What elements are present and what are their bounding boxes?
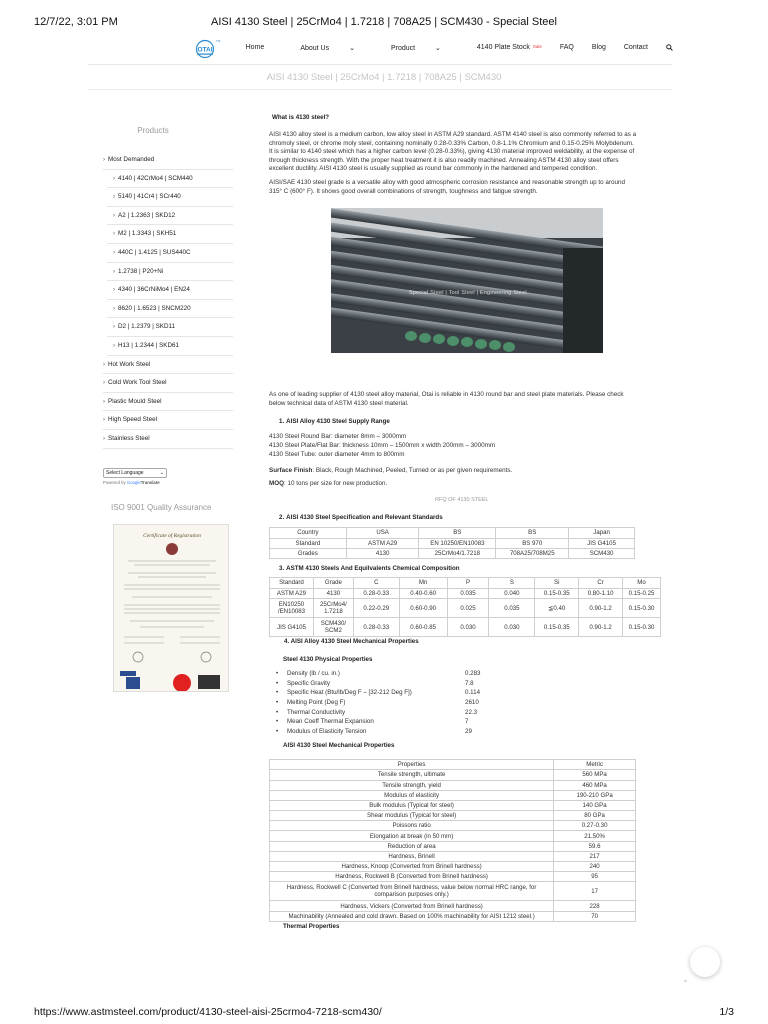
supply-tube: 4130 Steel Tube: outer diameter 4mm to 800mm — [269, 450, 405, 458]
chevron-right-icon: › — [113, 194, 115, 201]
table-cell: 25CrMo4/ 1.7218 — [313, 599, 353, 618]
property-label: Density (lb / cu. in.) — [287, 670, 340, 678]
table-cell: 0.60-0.85 — [399, 618, 447, 637]
list-item — [269, 718, 637, 728]
table-cell: 217 — [554, 851, 636, 861]
nav-contact[interactable]: Contact — [623, 44, 648, 51]
table-row — [270, 872, 636, 882]
heading-divider — [88, 89, 672, 90]
google-logo: Google — [126, 479, 141, 485]
iso-certificate-image — [113, 524, 229, 692]
table-cell: EN10250 /EN10083 — [270, 599, 314, 618]
rfq-link[interactable]: RFQ OF 4130 STEEL — [435, 497, 489, 504]
property-value: 22.3 — [465, 708, 478, 716]
moq-label: MOQ — [269, 479, 285, 487]
sidebar-item-label: M2 | 1.3343 | SKH51 — [118, 230, 177, 238]
chevron-right-icon: › — [103, 435, 105, 442]
table-cell: 0.60-0.90 — [399, 599, 447, 618]
language-select[interactable] — [103, 468, 167, 478]
property-value: 2610 — [465, 698, 479, 706]
table-cell: 0.40-0.60 — [399, 588, 447, 599]
table-row — [270, 538, 635, 548]
main-menu — [228, 44, 673, 53]
table-row — [270, 821, 636, 831]
table-header-cell: Mn — [399, 578, 447, 589]
print-date: 12/7/22, 3:01 PM — [34, 16, 118, 28]
site-navbar — [90, 38, 673, 60]
specification-table — [269, 527, 635, 559]
section-number: 3. — [279, 565, 285, 573]
sidebar-item[interactable] — [107, 318, 233, 337]
moq-value: : 10 tons per size for new production. — [284, 479, 388, 487]
nav-4140-plate-stock[interactable] — [459, 44, 542, 53]
table-cell: Country — [270, 528, 347, 538]
table-header-cell: Mo — [623, 578, 661, 589]
table-cell: ≦0.40 — [535, 599, 579, 618]
table-cell: ASTM A29 — [346, 538, 419, 548]
physical-properties-list — [269, 670, 637, 737]
table-cell: 708A25/708M25 — [496, 548, 569, 558]
sidebar-item-label: 5140 | 41Cr4 | SCr440 — [118, 193, 181, 201]
chemical-title: ASTM 4130 Steels And Equilvalents Chemical Composition — [286, 565, 460, 573]
chevron-right-icon: › — [103, 380, 105, 387]
cert-title: Certificate of Registration — [143, 532, 201, 539]
table-cell: 0.15-0.30 — [623, 618, 661, 637]
chevron-right-icon: › — [113, 342, 115, 349]
sidebar-item[interactable] — [103, 393, 233, 412]
chevron-right-icon: › — [103, 398, 105, 405]
table-row — [270, 599, 661, 618]
table-cell: 0.22-0.29 — [353, 599, 399, 618]
table-cell: USA — [346, 528, 419, 538]
table-cell: BS — [496, 528, 569, 538]
table-header-cell: Si — [535, 578, 579, 589]
sidebar-item-label: 440C | 1.4125 | SUS440C — [118, 248, 191, 256]
sidebar-item[interactable] — [107, 244, 233, 263]
table-cell: 70 — [554, 911, 636, 921]
table-cell: Poissons ratio — [270, 821, 554, 831]
sidebar-item[interactable] — [103, 151, 233, 170]
table-cell: Hardness, Knoop (Converted from Brinell hardness) — [270, 862, 554, 872]
sidebar-item-label: 4140 | 42CrMo4 | SCM440 — [118, 174, 193, 182]
property-label: Modulus of Elasticity Tension — [287, 727, 367, 735]
chevron-right-icon: › — [103, 157, 105, 163]
supply-plate: 4130 Steel Plate/Flat Bar: thickness 10mm – 1500mm x width 200mm – 3000mm — [269, 441, 496, 449]
intro-paragraph: AISI 4130 alloy steel is a medium carbon, low alloy steel in ASTM A29 standard. ASTM 4140 steel is also commonly referred to as a chromoly steel, or chrome moly steel, containing nominally 0.28-0.33% Carbon, 0.8-1.1% Chromium and 0.15-0.25% Molybdenum. It is similar to 4140 steel which has a higher carbon level (0.28-0.33%), giving 4130 material improved weldability, at the expense of through thickness strength. With the proper heat treatment it is also readily machined. Annealing ASTM 4130 alloy steel offers excellent ductility. AISI 4130 steel is usually supplied as round bar commonly in the hardened and tempered condition. — [269, 131, 637, 173]
chevron-down-icon: ⌄ — [349, 45, 355, 52]
sidebar-item[interactable] — [103, 411, 233, 430]
supply-range-title: AISI Alloy 4130 Steel Supply Range — [286, 418, 390, 426]
table-cell: 0.28-0.33 — [353, 618, 399, 637]
table-header-cell: Grade — [313, 578, 353, 589]
table-row — [270, 851, 636, 861]
table-cell: 240 — [554, 862, 636, 872]
sidebar-item[interactable] — [107, 170, 233, 189]
table-row — [270, 770, 636, 780]
table-cell: Japan — [569, 528, 635, 538]
supply-range-heading — [269, 418, 637, 425]
table-row — [270, 841, 636, 851]
nav-product[interactable] — [373, 44, 441, 53]
sidebar-item-label: 8620 | 1.6523 | SNCM220 — [118, 304, 191, 312]
table-header-cell: Properties — [270, 760, 554, 770]
list-item — [269, 670, 637, 680]
nav-faq[interactable]: FAQ — [559, 44, 574, 51]
table-cell: 0.030 — [447, 618, 489, 637]
supplier-paragraph: As one of leading supplier of 4130 steel alloy material, Otai is reliable in 4130 round bar and steel plate materials. Please check below technical data of ASTM 4130 steel material. — [269, 391, 624, 407]
what-is-heading: What is 4130 steel? — [272, 114, 330, 121]
table-cell: 4130 — [346, 548, 419, 558]
table-row — [270, 588, 661, 599]
table-cell: 0.035 — [447, 588, 489, 599]
table-cell: 0.28-0.33 — [353, 588, 399, 599]
table-cell: 0.15-0.35 — [535, 618, 579, 637]
table-cell: 80 GPa — [554, 811, 636, 821]
chevron-right-icon: › — [113, 305, 115, 312]
table-cell: Grades — [270, 548, 347, 558]
nav-4140-label: 4140 Plate Stock — [476, 44, 530, 51]
property-value: 7 — [465, 718, 469, 726]
language-select-label: Select Language — [106, 469, 144, 476]
supply-round-bar: 4130 Steel Round Bar: diameter 8mm – 3000mm — [269, 433, 407, 441]
section-number: 1. — [279, 418, 285, 426]
table-row — [270, 901, 636, 911]
table-cell: 190-210 GPa — [554, 790, 636, 800]
table-cell: 0.15-0.30 — [623, 599, 661, 618]
sidebar-item[interactable] — [103, 430, 233, 449]
powered-by-text: Powered by — [103, 479, 126, 485]
chevron-right-icon: › — [113, 175, 115, 182]
property-label: Thermal Conductivity — [287, 708, 346, 716]
table-header-cell: P — [447, 578, 489, 589]
sidebar-item-label: Plastic Mould Steel — [108, 397, 162, 405]
chevron-right-icon: › — [113, 231, 115, 238]
sidebar-item[interactable] — [107, 263, 233, 282]
section-number: 2. — [279, 514, 285, 522]
table-cell: Reduction of area — [270, 841, 554, 851]
table-cell: 0.90-1.2 — [579, 618, 623, 637]
table-cell: 0.27-0.30 — [554, 821, 636, 831]
mechanical-properties-table — [269, 759, 636, 921]
main-content — [269, 114, 655, 930]
chevron-right-icon: › — [103, 361, 105, 368]
chevron-right-icon: › — [103, 417, 105, 424]
powered-by-google-translate[interactable] — [103, 480, 233, 485]
table-cell: 0.040 — [489, 588, 535, 599]
table-row — [270, 862, 636, 872]
photo-watermark: Special Steel | Tool Steel | Engineering Steel — [409, 290, 527, 297]
table-cell: 0.90-1.2 — [579, 599, 623, 618]
table-row — [270, 911, 636, 921]
list-item — [269, 709, 637, 719]
list-item — [269, 728, 637, 738]
table-cell: Standard — [270, 538, 347, 548]
print-url: https://www.astmsteel.com/product/4130-steel-aisi-25crmo4-7218-scm430/ — [34, 1006, 382, 1018]
search-icon[interactable] — [666, 44, 673, 53]
table-row — [270, 800, 636, 810]
table-cell: EN 10250/EN10083 — [419, 538, 496, 548]
sidebar-item[interactable] — [107, 281, 233, 300]
table-cell: 140 GPa — [554, 800, 636, 810]
mechanical-properties-heading: AISI 4130 Steel Mechanical Properties — [283, 742, 395, 750]
sidebar-item-label: 4340 | 36CrNiMo4 | EN24 — [118, 286, 190, 294]
table-cell: Elongation at break (in 50 mm) — [270, 831, 554, 841]
site-logo[interactable] — [194, 39, 221, 59]
property-value: 0.114 — [465, 689, 481, 697]
table-cell: BS — [419, 528, 496, 538]
list-item — [269, 699, 637, 709]
table-header-row — [270, 578, 661, 589]
sidebar-item[interactable] — [107, 207, 233, 226]
chat-widget-button[interactable] — [690, 947, 720, 977]
table-row — [270, 831, 636, 841]
nav-product-label: Product — [390, 45, 416, 52]
table-cell: BS 970 — [496, 538, 569, 548]
supply-range-list — [269, 433, 637, 459]
table-cell: 0.15-0.25 — [623, 588, 661, 599]
logo-trademark: TM — [216, 39, 221, 43]
nav-home[interactable]: Home — [245, 44, 265, 51]
sidebar-item-label: A2 | 1.2363 | SKD12 — [118, 211, 176, 219]
versatility-paragraph: AISI/SAE 4130 steel grade is a versatile alloy with good atmospheric corrosion resistance and reasonable strength up to around 315° C (600° F). It shows good overall combinations of strength, toughness and fatigue strength. — [269, 178, 625, 195]
table-row — [270, 882, 636, 901]
sidebar-item-label: Stainless Steel — [108, 434, 150, 442]
sidebar-item-label: D2 | 1.2379 | SKD11 — [118, 323, 176, 331]
table-cell: 0.025 — [447, 599, 489, 618]
table-cell: 4130 — [313, 588, 353, 599]
sidebar-heading: Products — [137, 126, 169, 135]
chevron-right-icon: › — [113, 268, 115, 275]
sidebar-item[interactable] — [107, 337, 233, 356]
svg-text:OTAI: OTAI — [197, 46, 213, 54]
rfq-row — [269, 488, 637, 512]
page-title: AISI 4130 Steel | 25CrMo4 | 1.7218 | 708A25 | SCM430 — [266, 72, 502, 83]
table-cell: Tensile strength, yield — [270, 780, 554, 790]
chemical-composition-table — [269, 577, 661, 637]
table-cell: 95 — [554, 872, 636, 882]
thermal-properties-heading: Thermal Properties — [283, 922, 340, 930]
property-value: 7.8 — [465, 679, 474, 687]
table-row — [270, 790, 636, 800]
property-value: 0.283 — [465, 670, 481, 678]
property-label: Specific Heat (Btu/lb/Deg F – [32-212 Deg F]) — [287, 689, 412, 697]
property-value: 29 — [465, 727, 472, 735]
chevron-right-icon: › — [113, 324, 115, 331]
chevron-right-icon: › — [113, 249, 115, 256]
chevron-down-icon: ⌄ — [159, 469, 164, 476]
property-label: Mean Coeff Thermal Expansion — [287, 718, 374, 726]
nav-about-us[interactable] — [282, 44, 355, 53]
table-cell: 560 MPa — [554, 770, 636, 780]
table-cell: Hardness, Brinell — [270, 851, 554, 861]
table-cell: SCM430 — [569, 548, 635, 558]
surface-finish-value: : Black, Rough Machined, Peeled, Turned or as per given requirements. — [312, 467, 513, 475]
table-cell: 0.030 — [489, 618, 535, 637]
table-header-cell: Metric — [554, 760, 636, 770]
table-header-row — [270, 760, 636, 770]
sidebar-item-label: Hot Work Steel — [108, 360, 151, 368]
table-cell: 17 — [554, 882, 636, 901]
table-cell: Bulk modulus (Typical for steel) — [270, 800, 554, 810]
chevron-right-icon: › — [113, 212, 115, 219]
list-item — [269, 689, 637, 699]
property-label: Specific Gravity — [287, 679, 330, 687]
sidebar-item[interactable] — [107, 300, 233, 319]
print-header — [34, 16, 734, 30]
sale-badge: Sale — [532, 44, 542, 49]
chevron-down-icon: ⌄ — [435, 45, 441, 52]
table-cell: Hardness, Vickers (Converted from Brinell hardness) — [270, 901, 554, 911]
iso-heading: ISO 9001 Quality Assurance — [111, 502, 212, 512]
nav-blog[interactable]: Blog — [591, 44, 606, 51]
table-cell: JIS G4105 — [569, 538, 635, 548]
table-cell: Tensile strength, ultimate — [270, 770, 554, 780]
table-cell: Hardness, Rockwell B (Converted from Brinell hardness) — [270, 872, 554, 882]
table-row — [270, 548, 635, 558]
translate-text: Translate — [140, 479, 160, 485]
table-cell: 0.035 — [489, 599, 535, 618]
table-header-cell: Cr — [579, 578, 623, 589]
specification-heading — [269, 514, 637, 521]
scroll-top-icon[interactable]: ^ — [684, 980, 687, 986]
table-cell: Hardness, Rockwell C (Converted from Brinell hardness, value below normal HRC range, for comparison purposes only.) — [270, 882, 554, 901]
sidebar-item[interactable] — [103, 356, 233, 375]
table-header-cell: Standard — [270, 578, 314, 589]
sidebar-item-label: 1.2738 | P20+Ni — [118, 267, 164, 275]
table-cell: 21.50% — [554, 831, 636, 841]
table-cell: Shear modulus (Typical for steel) — [270, 811, 554, 821]
table-row — [270, 528, 635, 538]
steel-bars-photo — [331, 208, 603, 353]
sidebar-item-label: High Speed Steel — [108, 416, 158, 424]
table-row — [270, 811, 636, 821]
table-cell: Machinability (Annealed and cold drawn. Based on 100% machinability for AISI 1212 steel.) — [270, 911, 554, 921]
sidebar-product-list — [103, 151, 233, 449]
nav-divider — [88, 64, 672, 65]
table-cell: JIS G4105 — [270, 618, 314, 637]
table-row — [270, 618, 661, 637]
table-header-cell: S — [489, 578, 535, 589]
physical-properties-heading: Steel 4130 Physical Properties — [283, 656, 373, 664]
table-cell: 228 — [554, 901, 636, 911]
photo-area — [269, 196, 637, 386]
table-cell: Modulus of elasticity — [270, 790, 554, 800]
table-cell: 59.6 — [554, 841, 636, 851]
nav-about-us-label: About Us — [300, 45, 330, 52]
table-row — [270, 780, 636, 790]
moq — [269, 480, 637, 489]
table-cell: 0.15-0.35 — [535, 588, 579, 599]
print-page-number: 1/3 — [719, 1006, 734, 1018]
table-cell: ASTM A29 — [270, 588, 314, 599]
list-item — [269, 680, 637, 690]
table-cell: 460 MPa — [554, 780, 636, 790]
sidebar — [103, 126, 233, 692]
specification-title: AISI 4130 Steel Specification and Relevant Standards — [286, 514, 443, 522]
sidebar-item-label: Most Demanded — [108, 156, 155, 163]
chevron-right-icon: › — [113, 287, 115, 294]
sidebar-item-label: Cold Work Tool Steel — [108, 379, 167, 387]
surface-finish — [269, 467, 637, 476]
sidebar-item[interactable] — [103, 374, 233, 393]
sidebar-item[interactable] — [107, 225, 233, 244]
mechanical-section-heading: 4. AISI Alloy 4130 Steel Mechanical Properties — [284, 638, 419, 646]
chemical-heading — [269, 565, 637, 572]
sidebar-item[interactable] — [107, 188, 233, 207]
table-cell: 0.80-1.10 — [579, 588, 623, 599]
table-cell: SCM430/ SCM2 — [313, 618, 353, 637]
sidebar-item-label: H13 | 1.2344 | SKD61 — [118, 341, 180, 349]
table-cell: 25CrMo4/1.7218 — [419, 548, 496, 558]
print-title: AISI 4130 Steel | 25CrMo4 | 1.7218 | 708A25 | SCM430 - Special Steel — [211, 16, 557, 28]
property-label: Melting Point (Deg F) — [287, 698, 346, 706]
table-header-cell: C — [353, 578, 399, 589]
surface-finish-label: Surface Finish — [269, 467, 313, 475]
